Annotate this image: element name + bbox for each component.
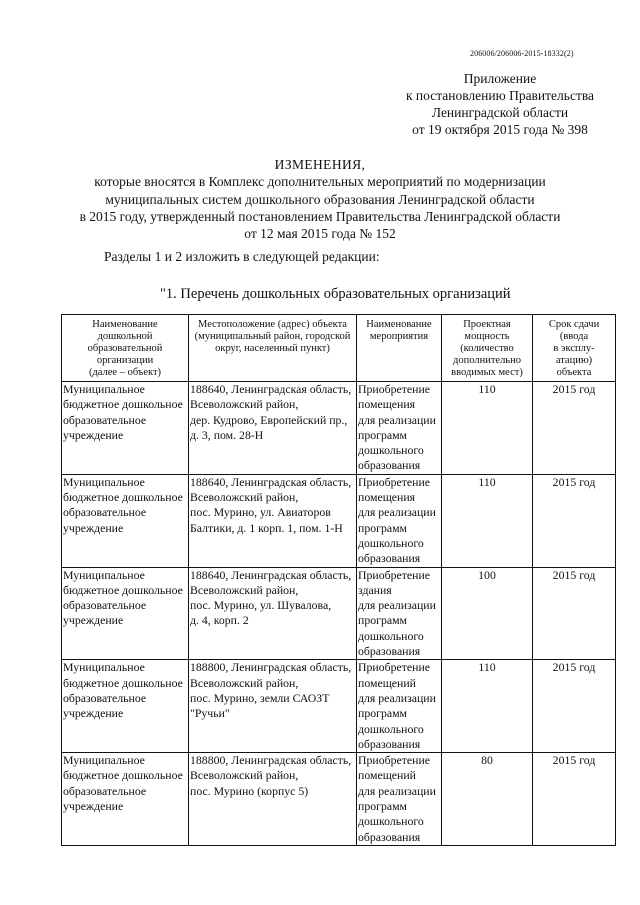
cell-text: Приобретение помещений для реализации программ дошкольного образования [358, 660, 436, 751]
cell-text: 188800, Ленинградская область, Всеволожский район, пос. Мурино, земли САОЗТ "Ручьи" [190, 660, 352, 721]
header-label: Местоположение (адрес) объекта (муниципальный район, городской округ, населенный пункт) [194, 319, 351, 354]
header-label: Наименование дошкольной образовательной организации (далее – объект) [87, 319, 163, 378]
cell-text: 110 [478, 382, 496, 396]
cell-text: 100 [478, 567, 496, 582]
cell-text: Муниципальное бюджетное дошкольное образовательное учреждение [63, 567, 183, 628]
cell-text: 2015 год [552, 753, 596, 768]
organizations-table [61, 314, 616, 846]
cell-deadline [533, 753, 616, 846]
title-line: от 12 мая 2015 года № 152 [244, 226, 396, 242]
cell-capacity [442, 382, 533, 475]
cell-deadline [533, 474, 616, 567]
cell-text: Приобретение помещений для реализации программ дошкольного образования [358, 753, 436, 844]
column-header-name [62, 315, 189, 382]
cell-text: 188800, Ленинградская область, Всеволожский район, пос. Мурино (корпус 5) [190, 753, 352, 798]
cell-name [62, 753, 189, 846]
cell-name [62, 382, 189, 475]
document-title [40, 156, 600, 242]
cell-event [357, 474, 442, 567]
cell-name [62, 567, 189, 660]
cell-text: 80 [481, 753, 493, 768]
cell-capacity [442, 753, 533, 846]
cell-text: 188640, Ленинградская область, Всеволожский район, пос. Мурино, ул. Авиаторов Балтики, д. 1 корп. 1, пом. 1-Н [190, 474, 352, 535]
cell-deadline [533, 382, 616, 475]
cell-text: 2015 год [552, 474, 596, 489]
cell-text: 188640, Ленинградская область, Всеволожский район, дер. Кудрово, Европейский пр., д. 3, пом. 28-Н [190, 382, 352, 442]
cell-event [357, 753, 442, 846]
cell-text: Приобретение здания для реализации программ дошкольного образования [358, 567, 436, 659]
cell-deadline [533, 660, 616, 753]
appendix-block [385, 70, 615, 138]
cell-text: 110 [478, 660, 496, 675]
appendix-line: Приложение [463, 71, 537, 86]
cell-text: Муниципальное бюджетное дошкольное образовательное учреждение [63, 474, 183, 535]
table-row [62, 753, 616, 846]
cell-event [357, 567, 442, 660]
title-line: муниципальных систем дошкольного образования Ленинградской области [105, 191, 535, 207]
title-line: которые вносятся в Комплекс дополнительных мероприятий по модернизации [94, 174, 546, 190]
column-header-address [189, 315, 357, 382]
column-header-event [357, 315, 442, 382]
table-row [62, 660, 616, 753]
cell-event [357, 660, 442, 753]
title-heading: ИЗМЕНЕНИЯ, [274, 157, 366, 172]
cell-address [189, 474, 357, 567]
column-header-capacity [442, 315, 533, 382]
cell-name [62, 660, 189, 753]
column-header-deadline [533, 315, 616, 382]
header-label: Наименование мероприятия [366, 319, 432, 342]
cell-text: 2015 год [552, 660, 596, 675]
cell-text: 2015 год [552, 567, 596, 582]
document-registration-number: 206006/206006-2015-18332(2) [470, 49, 574, 58]
table-row [62, 474, 616, 567]
header-label: Проектная мощность (количество дополнительно вводимых мест) [451, 319, 523, 378]
table-row [62, 567, 616, 660]
cell-text: Муниципальное бюджетное дошкольное образовательное учреждение [63, 660, 183, 721]
cell-address [189, 567, 357, 660]
cell-capacity [442, 474, 533, 567]
cell-name [62, 474, 189, 567]
cell-text: Приобретение помещения для реализации программ дошкольного образования [358, 474, 436, 566]
cell-text: Муниципальное бюджетное дошкольное образовательное учреждение [63, 382, 183, 442]
appendix-line: от 19 октября 2015 года № 398 [412, 122, 588, 137]
section-title: "1. Перечень дошкольных образовательных организаций [160, 286, 511, 302]
cell-address [189, 382, 357, 475]
cell-capacity [442, 567, 533, 660]
title-line: в 2015 году, утвержденный постановлением Правительства Ленинградской области [79, 208, 561, 224]
appendix-line: Ленинградской области [431, 105, 569, 120]
cell-text: Приобретение помещения для реализации программ дошкольного образования [358, 382, 436, 473]
cell-text: 188640, Ленинградская область, Всеволожский район, пос. Мурино, ул. Шувалова, д. 4, корп. 2 [190, 567, 352, 628]
table-header-row [62, 315, 616, 382]
cell-text: 2015 год [552, 382, 596, 396]
instruction-text: Разделы 1 и 2 изложить в следующей редакции: [104, 249, 380, 264]
cell-address [189, 660, 357, 753]
cell-address [189, 753, 357, 846]
table-row [62, 382, 616, 475]
cell-text: 110 [478, 474, 496, 489]
header-label: Срок сдачи (ввода в эксплу- атацию) объекта [548, 319, 600, 378]
appendix-line: к постановлению Правительства [405, 88, 595, 103]
cell-deadline [533, 567, 616, 660]
cell-text: Муниципальное бюджетное дошкольное образовательное учреждение [63, 753, 183, 814]
cell-event [357, 382, 442, 475]
cell-capacity [442, 660, 533, 753]
